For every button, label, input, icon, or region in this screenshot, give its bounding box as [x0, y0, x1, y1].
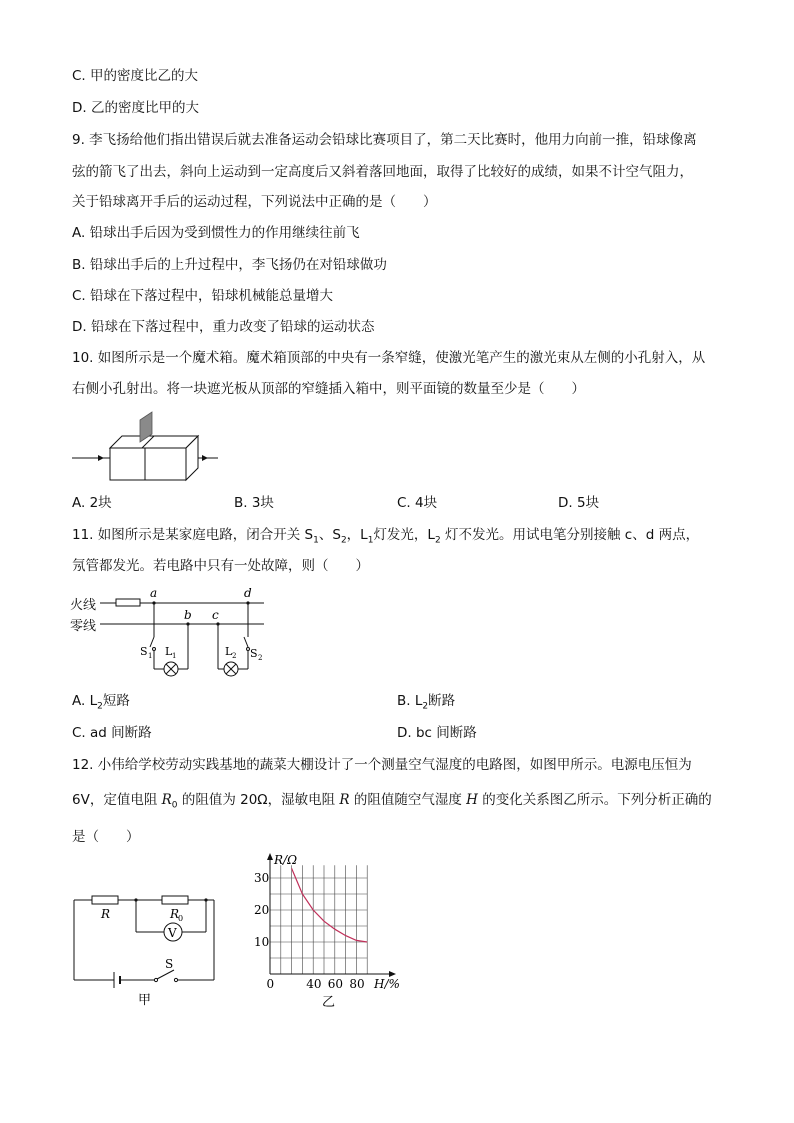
- y-axis-arrow: [267, 853, 273, 860]
- q10-option-a: A. 2块: [72, 495, 112, 511]
- resistor-r-icon: [92, 896, 118, 904]
- q9-stem-line3: 关于铅球离开手后的运动过程，下列说法中正确的是（ ）: [72, 194, 437, 210]
- q9-option-c: C. 铅球在下落过程中，铅球机械能总量增大: [72, 288, 334, 304]
- live-wire-label: 火线: [70, 598, 97, 613]
- point-a-label: a: [150, 586, 158, 600]
- point-c-label: c: [212, 608, 219, 622]
- y-tick-label: 30: [254, 871, 270, 885]
- q10-stem-line1: 10. 如图所示是一个魔术箱。魔术箱顶部的中央有一条窄缝，使激光笔产生的激光束从左侧的小孔射入，从: [72, 350, 706, 366]
- figure-jia-caption: 甲: [138, 993, 152, 1008]
- q9-stem-line2: 弦的箭飞了出去，斜向上运动到一定高度后又斜着落回地面，取得了比较好的成绩，如果不计空气阻力，: [72, 164, 693, 180]
- svg-text:V: V: [168, 926, 177, 940]
- magic-box-figure: [72, 410, 222, 482]
- svg-text:R: R: [101, 907, 111, 921]
- switch-icon: [157, 970, 174, 979]
- y-tick-label: 20: [254, 903, 270, 917]
- q10-option-d: D. 5块: [558, 495, 600, 511]
- fuse-icon: [116, 599, 140, 606]
- svg-text:2: 2: [232, 652, 237, 660]
- svg-text:S: S: [165, 957, 174, 971]
- q11-option-a: A. $L_2$短路: [72, 693, 130, 712]
- svg-text:S: S: [250, 647, 258, 660]
- resistor-r0-icon: [162, 896, 188, 904]
- circuit-jia-figure: [70, 888, 220, 1008]
- q10-option-c: C. 4块: [397, 495, 438, 511]
- q11-option-b: B. $L_2$断路: [397, 693, 456, 712]
- x-axis-label: H/%: [374, 977, 400, 991]
- chart-yi-figure: [248, 852, 408, 1012]
- svg-text:0: 0: [178, 914, 184, 923]
- y-axis-label: R/Ω: [274, 853, 298, 867]
- svg-text:L: L: [225, 645, 233, 658]
- point-d-label: d: [244, 586, 252, 600]
- svg-text:1: 1: [172, 652, 177, 660]
- q10-option-b: B. 3块: [234, 495, 274, 511]
- x-tick-label: 60: [327, 977, 344, 991]
- q11-option-d: D. bc 间断路: [397, 725, 477, 741]
- svg-text:R: R: [170, 907, 180, 921]
- q11-stem-line1: 11. 如图所示是某家庭电路，闭合开关 $S_1$、$S_2$，$L_1$灯发光，$L_2$ 灯不发光。用试电笔分别接触 c、d 两点，: [72, 527, 700, 546]
- q9-stem-line1: 9. 李飞扬给他们指出错误后就去准备运动会铅球比赛项目了，第二天比赛时，他用力向前一推，铅球像离: [72, 132, 697, 148]
- series-curve: [292, 868, 368, 942]
- q9-option-b: B. 铅球出手后的上升过程中，李飞扬仍在对铅球做功: [72, 257, 387, 273]
- y-tick-label: 10: [254, 935, 270, 949]
- q9-option-d: D. 铅球在下落过程中，重力改变了铅球的运动状态: [72, 319, 375, 335]
- q10-stem-line2: 右侧小孔射出。将一块遮光板从顶部的窄缝插入箱中，则平面镜的数量至少是（ ）: [72, 381, 585, 397]
- q12-stem-line3: 是（ ）: [72, 829, 140, 845]
- q8-option-c: C. 甲的密度比乙的大: [72, 68, 199, 84]
- figure-yi-caption: 乙: [322, 995, 336, 1010]
- q11-option-c: C. ad 间断路: [72, 725, 152, 741]
- neutral-wire-label: 零线: [70, 619, 97, 634]
- svg-text:L: L: [165, 645, 173, 658]
- point-b-label: b: [184, 608, 192, 622]
- household-circuit-figure: [68, 585, 268, 680]
- x-tick-label: 80: [349, 977, 365, 991]
- svg-text:1: 1: [148, 652, 153, 660]
- q12-stem-line2: 6V，定值电阻 $R_0$ 的阻值为 20Ω，湿敏电阻 R 的阻值随空气湿度 H 的变化关系图乙所示。下列分析正确的: [72, 792, 712, 811]
- q9-option-a: A. 铅球出手后因为受到惯性力的作用继续往前飞: [72, 225, 360, 241]
- q11-stem-line2: 氖管都发光。若电路中只有一处故障，则（ ）: [72, 558, 369, 574]
- x-tick-label: 0: [266, 977, 275, 991]
- x-tick-label: 40: [306, 977, 322, 991]
- svg-text:S: S: [140, 645, 148, 658]
- svg-text:2: 2: [258, 654, 263, 662]
- q8-option-d: D. 乙的密度比甲的大: [72, 100, 199, 116]
- q12-stem-line1: 12. 小伟给学校劳动实践基地的蔬菜大棚设计了一个测量空气湿度的电路图，如图甲所示。电源电压恒为: [72, 757, 692, 773]
